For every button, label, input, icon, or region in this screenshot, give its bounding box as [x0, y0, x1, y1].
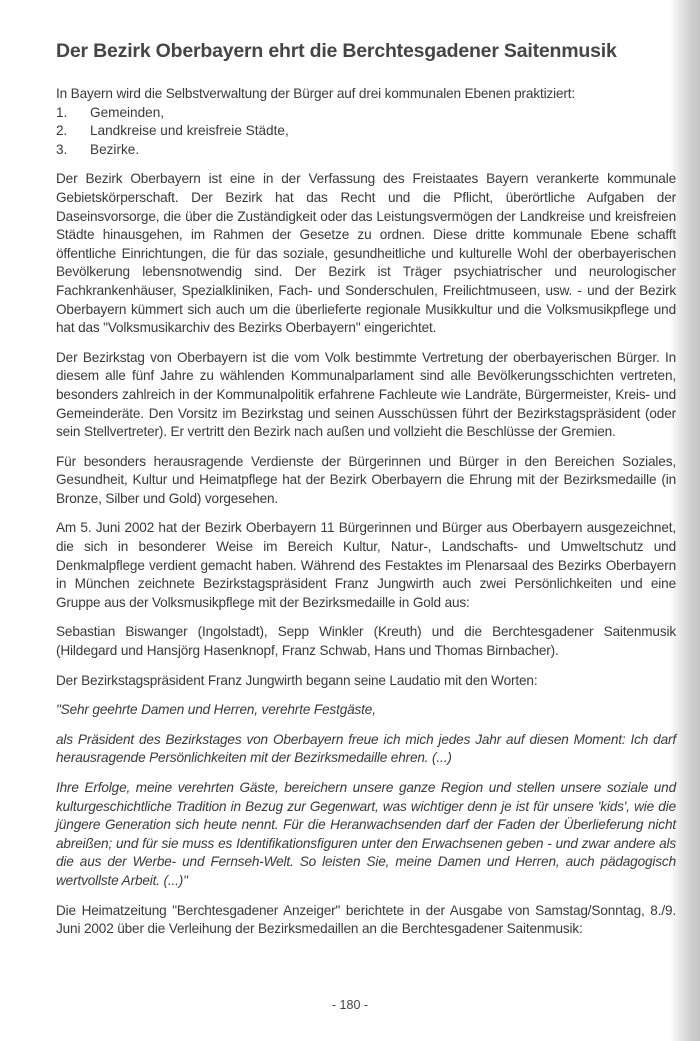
municipal-levels-list	[56, 104, 676, 160]
list-item	[56, 141, 676, 160]
closing-paragraph: Die Heimatzeitung "Berchtesgadener Anzeiger" berichtete in der Ausgabe von Samstag/Sonntag, 8./9. Juni 2002 über die Verleihung der Bezirksmedaillen an die Berchtesgadener Saitenmusik:	[56, 902, 676, 937]
paragraph-laudatio-intro: Der Bezirkstagspräsident Franz Jungwirth begann seine Laudatio mit den Worten:	[56, 672, 538, 688]
list-text: Bezirke.	[90, 141, 140, 157]
page-number: - 180 -	[331, 998, 369, 1012]
list-number: 3.	[56, 141, 68, 157]
list-text: Gemeinden,	[90, 104, 165, 120]
quote-paragraph: als Präsident des Bezirkstages von Oberbayern freue ich mich jedes Jahr auf diesen Moment: Ich darf herausragende Persönlichkeiten mit der Bezirksmedaille ehren. (...)	[56, 731, 676, 766]
paragraph-bezirk: Der Bezirk Oberbayern ist eine in der Verfassung des Freistaates Bayern verankerte kommunale Gebietskörperschaft. Der Bezirk hat das Recht und die Pflicht, überörtliche Aufgaben der Daseinsvorsorge, die über die Zuständigkeit oder das Leistungsvermögen der Landkreise und kreisfreien Städte hinausgehen, im Rahmen der Gesetze zu ordnen. Diese dritte kommunale Ebene schafft öffentliche Einrichtungen, die für das soziale, gesundheitliche und kulturelle Wohl der oberbayerischen Bevölkerung lebensnotwendig sind. Der Bezirk ist Träger psychiatrischer und neurologischer Fachkrankenhäuser, Spezialkliniken, Fach- und Sonderschulen, Freilichtmuseen, usw. - und der Bezirk Oberbayern kümmert sich auch um die überlieferte regionale Musikkultur und die Volksmusikpflege und hat das "Volksmusikarchiv des Bezirks Oberbayern" eingerichtet.	[56, 171, 676, 336]
document-page	[56, 40, 676, 939]
list-text: Landkreise und kreisfreie Städte,	[90, 123, 289, 139]
list-number: 2.	[56, 123, 68, 139]
paragraph-preistraeger: Sebastian Biswanger (Ingolstadt), Sepp Winkler (Kreuth) und die Berchtesgadener Saitenmusik (Hildegard und Hansjörg Hasenknopf, Franz Schwab, Hans und Thomas Birnbacher).	[56, 624, 676, 659]
quote-paragraph: Ihre Erfolge, meine verehrten Gäste, bereichern unsere ganze Region und stellen unsere soziale und kulturgeschichtliche Tradition in Bezug zur Gegenwart, was wichtiger denn je ist für unsere 'kids', wie die jüngere Generation sich heute nennt. Für die Heranwachsenden darf der Faden der Überlieferung nicht abreißen; und für sie muss es Identifikationsfiguren unter den Erwachsenen geben - und zwar andere als die aus der Werbe- und Fernseh-Welt. So leisten Sie, meine Damen und Herren, auch pädagogisch wertvollste Arbeit. (...)"	[56, 780, 676, 888]
list-number: 1.	[56, 104, 68, 120]
page-title: Der Bezirk Oberbayern ehrt die Berchtesgadener Saitenmusik	[56, 40, 617, 62]
paragraph-ehrung-2002: Am 5. Juni 2002 hat der Bezirk Oberbayern 11 Bürgerinnen und Bürger aus Oberbayern ausgezeichnet, die sich in besonderer Weise im Bereich Kultur, Natur-, Landschafts- und Umweltschutz und Denkmalpflege verdient gemacht haben. Während des Festaktes im Plenarsaal des Bezirks Oberbayern in München zeichnete Bezirkstagspräsident Franz Jungwirth auch zwei Persönlichkeiten und eine Gruppe aus der Volksmusikpflege mit der Bezirksmedaille in Gold aus:	[56, 520, 676, 610]
quote-greeting: "Sehr geehrte Damen und Herren, verehrte Festgäste,	[56, 702, 376, 718]
list-item	[56, 104, 676, 123]
list-item	[56, 122, 676, 141]
intro-paragraph: In Bayern wird die Selbstverwaltung der Bürger auf drei kommunalen Ebenen praktiziert:	[56, 86, 576, 101]
paragraph-bezirkstag: Der Bezirkstag von Oberbayern ist die vom Volk bestimmte Vertretung der oberbayerischen Bürger. In diesem alle fünf Jahre zu wählenden Kommunalparlament sind alle Bevölkerungsschichten vertreten, besonders zahlreich in der Kommunalpolitik erfahrene Fachleute wie Landräte, Bürgermeister, Kreis- und Gemeinderäte. Den Vorsitz im Bezirkstag und seinen Ausschüssen führt der Bezirkstagspräsident (oder sein Stellvertreter). Er vertritt den Bezirk nach außen und vollzieht die Beschlüsse der Gremien.	[56, 349, 676, 440]
paragraph-medaille: Für besonders herausragende Verdienste der Bürgerinnen und Bürger in den Bereichen Soziales, Gesundheit, Kultur und Heimatpflege hat der Bezirk Oberbayern die Ehrung mit der Bezirksmedaille (in Bronze, Silber und Gold) vorgesehen.	[56, 453, 676, 506]
